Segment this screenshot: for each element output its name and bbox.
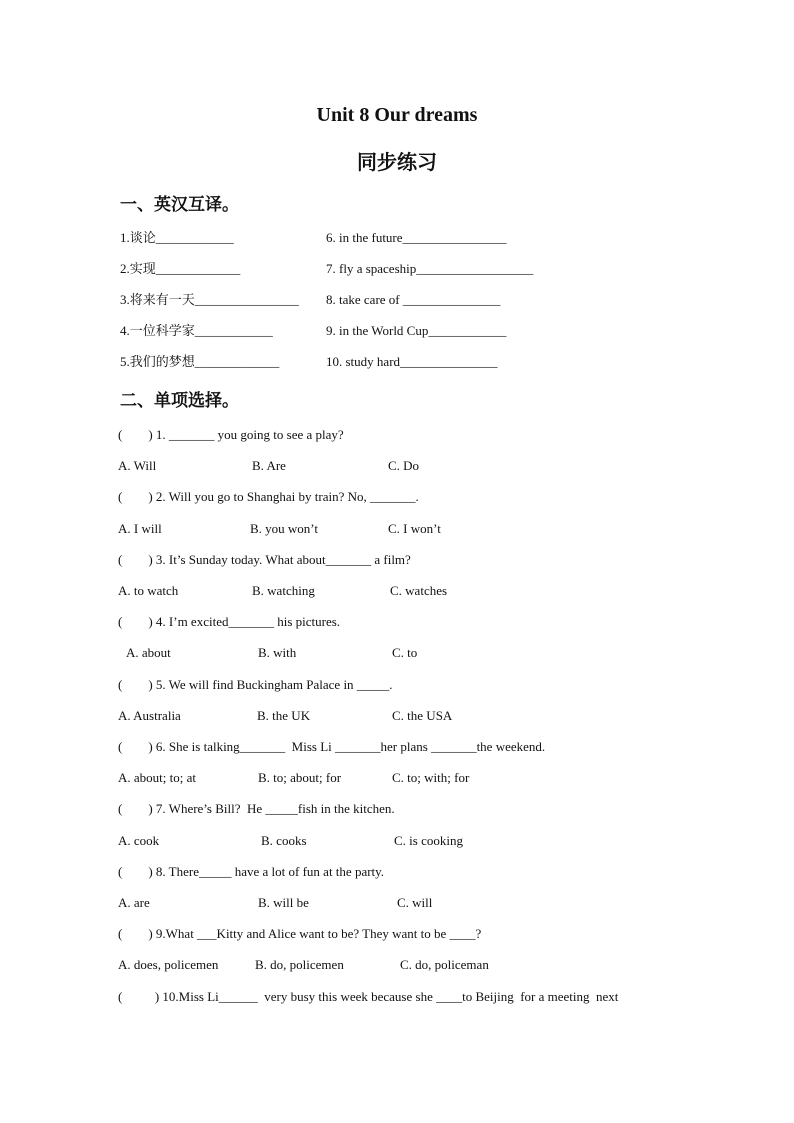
option-a: A. does, policemen bbox=[118, 957, 219, 972]
option-c: C. do, policeman bbox=[400, 957, 489, 972]
vocab-item: 4.一位科学家____________ bbox=[120, 323, 273, 338]
question-stem: ( ) 2. Will you go to Shanghai by train? No, _______. bbox=[118, 489, 419, 504]
option-b: B. to; about; for bbox=[258, 770, 342, 785]
question-stem: ( ) 6. She is talking_______ Miss Li _______her plans _______the weekend. bbox=[118, 739, 546, 754]
option-c: C. Do bbox=[388, 458, 420, 473]
option-a: A. to watch bbox=[118, 583, 179, 598]
worksheet-subtitle: 同步练习 bbox=[357, 152, 437, 174]
option-b: B. with bbox=[258, 645, 297, 660]
option-c: C. will bbox=[397, 895, 433, 910]
vocab-item: 2.实现_____________ bbox=[120, 261, 241, 276]
option-c: C. I won’t bbox=[388, 521, 441, 536]
vocab-item: 1.谈论____________ bbox=[120, 230, 234, 245]
option-a: A. about; to; at bbox=[118, 770, 196, 785]
option-a: A. are bbox=[118, 895, 150, 910]
option-b: B. you won’t bbox=[250, 521, 319, 536]
vocab-item: 10. study hard_______________ bbox=[326, 354, 498, 369]
question-stem: ( ) 9.What ___Kitty and Alice want to be? They want to be ____? bbox=[118, 926, 482, 941]
question-stem: ( ) 7. Where’s Bill? He _____fish in the kitchen. bbox=[118, 801, 395, 816]
section1-heading: 一、英汉互译。 bbox=[120, 195, 239, 214]
option-c: C. the USA bbox=[392, 708, 453, 723]
option-b: B. Are bbox=[252, 458, 286, 473]
vocab-item: 5.我们的梦想_____________ bbox=[120, 354, 280, 369]
option-c: C. watches bbox=[390, 583, 448, 598]
question-stem: ( ) 10.Miss Li______ very busy this week because she ____to Beijing for a meeting next bbox=[118, 989, 619, 1004]
option-b: B. the UK bbox=[257, 708, 311, 723]
question-stem: ( ) 4. I’m excited_______ his pictures. bbox=[118, 614, 341, 629]
section2-heading: 二、单项选择。 bbox=[120, 391, 239, 410]
option-a: A. cook bbox=[118, 833, 160, 848]
option-a: A. Will bbox=[118, 458, 157, 473]
option-c: C. to bbox=[392, 645, 418, 660]
option-b: B. do, policemen bbox=[255, 957, 344, 972]
option-c: C. is cooking bbox=[394, 833, 463, 848]
question-stem: ( ) 8. There_____ have a lot of fun at the party. bbox=[118, 864, 385, 879]
option-b: B. watching bbox=[252, 583, 315, 598]
option-a: A. about bbox=[126, 645, 171, 660]
question-stem: ( ) 1. _______ you going to see a play? bbox=[118, 427, 344, 442]
vocab-item: 3.将来有一天________________ bbox=[120, 292, 299, 307]
vocab-item: 8. take care of _______________ bbox=[326, 292, 501, 307]
option-b: B. cooks bbox=[261, 833, 307, 848]
question-stem: ( ) 5. We will find Buckingham Palace in _____. bbox=[118, 677, 393, 692]
option-c: C. to; with; for bbox=[392, 770, 470, 785]
vocab-item: 6. in the future________________ bbox=[326, 230, 507, 245]
worksheet-title: Unit 8 Our dreams bbox=[316, 104, 478, 126]
option-b: B. will be bbox=[258, 895, 309, 910]
question-stem: ( ) 3. It’s Sunday today. What about_______ a film? bbox=[118, 552, 411, 567]
vocab-item: 9. in the World Cup____________ bbox=[326, 323, 507, 338]
vocab-item: 7. fly a spaceship__________________ bbox=[326, 261, 534, 276]
option-a: A. I will bbox=[118, 521, 162, 536]
option-a: A. Australia bbox=[118, 708, 181, 723]
